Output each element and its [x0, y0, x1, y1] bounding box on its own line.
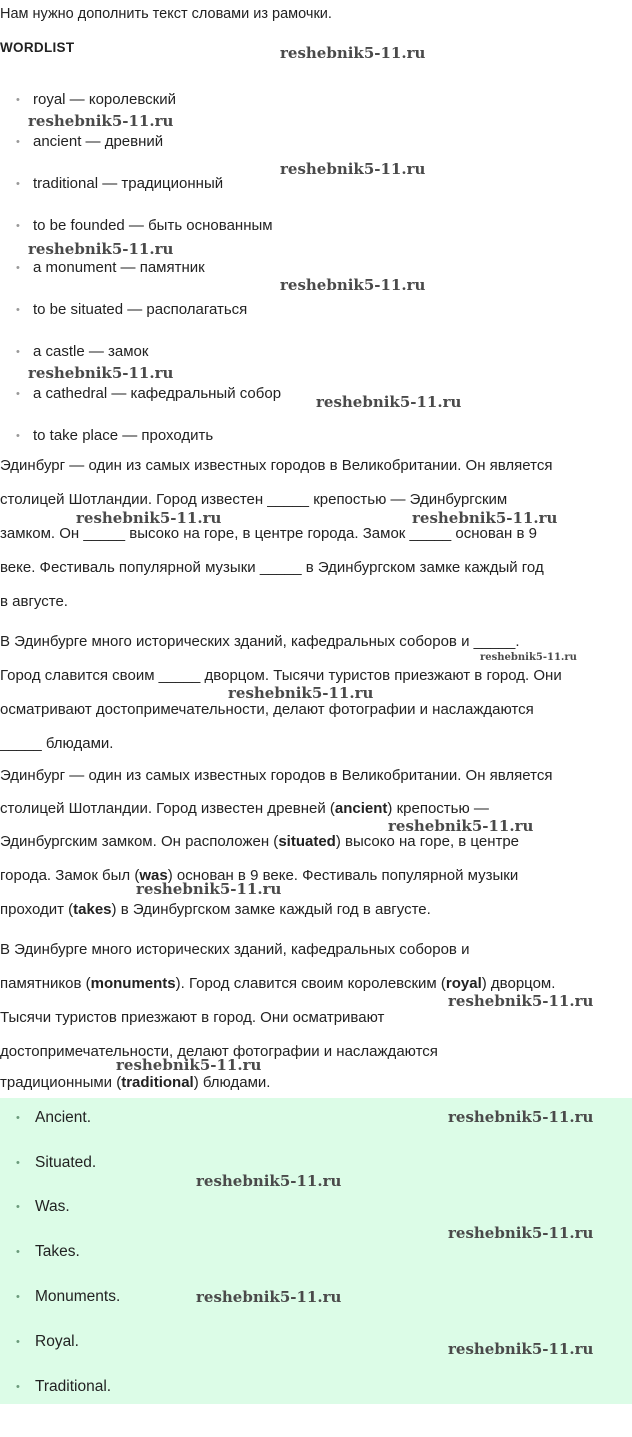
watermark: reshebnik5-11.ru: [448, 1108, 594, 1126]
intro-text: Нам нужно дополнить текст словами из рамочки.: [0, 6, 332, 22]
watermark: reshebnik5-11.ru: [316, 393, 462, 411]
watermark: reshebnik5-11.ru: [196, 1172, 342, 1190]
watermark: reshebnik5-11.ru: [228, 684, 374, 702]
wordlist-item: • a monument — памятник: [17, 258, 205, 278]
answer-word: traditional: [121, 1074, 194, 1091]
answer-word: monuments: [90, 975, 176, 992]
answer-word: royal: [445, 975, 482, 992]
solution-line: города. Замок был (was) основан в 9 веке. Фестиваль популярной музыки: [0, 867, 519, 884]
watermark: reshebnik5-11.ru: [280, 276, 426, 294]
answer-item: • Royal.: [17, 1332, 79, 1352]
watermark: reshebnik5-11.ru: [448, 1224, 594, 1242]
solution-line: памятников (monuments). Город славится своим королевским (royal) дворцом.: [0, 975, 556, 992]
wordlist-item: • traditional — традиционный: [17, 174, 223, 194]
solution-line: традиционными (traditional) блюдами.: [0, 1074, 271, 1091]
wordlist-item: • to take place — проходить: [17, 426, 213, 446]
task-line: столицей Шотландии. Город известен _____ крепостью — Эдинбургским: [0, 491, 508, 508]
watermark: reshebnik5-11.ru: [116, 1056, 262, 1074]
answer-word: was: [139, 867, 168, 884]
solution-line: достопримечательности, делают фотографии и наслаждаются: [0, 1043, 438, 1060]
watermark: reshebnik5-11.ru: [136, 880, 282, 898]
task-line: в августе.: [0, 593, 68, 610]
watermark: reshebnik5-11.ru: [196, 1288, 342, 1306]
watermark: reshebnik5-11.ru: [280, 44, 426, 62]
wordlist-item: • royal — королевский: [17, 90, 176, 110]
wordlist-item: • to be situated — располагаться: [17, 300, 247, 320]
answer-item: • Monuments.: [17, 1287, 120, 1307]
answer-item: • Ancient.: [17, 1108, 91, 1128]
watermark: reshebnik5-11.ru: [28, 364, 174, 382]
solution-line: проходит (takes) в Эдинбургском замке каждый год в августе.: [0, 901, 431, 918]
answer-word: ancient: [334, 800, 388, 817]
answer-item: • Takes.: [17, 1242, 80, 1262]
answer-item: • Was.: [17, 1197, 70, 1217]
task-line: _____ блюдами.: [0, 735, 114, 752]
task-line: В Эдинбурге много исторических зданий, кафедральных соборов и _____.: [0, 633, 520, 650]
solution-line: Тысячи туристов приезжают в город. Они осматривают: [0, 1009, 385, 1026]
watermark: reshebnik5-11.ru: [76, 509, 222, 527]
wordlist-item: • ancient — древний: [17, 132, 163, 152]
answers-box: [0, 1098, 632, 1404]
solution-line: столицей Шотландии. Город известен древней (ancient) крепостью —: [0, 800, 489, 817]
answer-item: • Traditional.: [17, 1377, 111, 1397]
task-line: Эдинбург — один из самых известных городов в Великобритании. Он является: [0, 457, 553, 474]
task-line: замком. Он _____ высоко на горе, в центре города. Замок _____ основан в 9: [0, 525, 537, 542]
watermark: reshebnik5-11.ru: [388, 817, 534, 835]
task-line: осматривают достопримечательности, делают фотографии и наслаждаются: [0, 701, 534, 718]
wordlist-item: • to be founded — быть основанным: [17, 216, 273, 236]
watermark: reshebnik5-11.ru: [280, 160, 426, 178]
watermark: reshebnik5-11.ru: [480, 652, 577, 663]
answer-item: • Situated.: [17, 1153, 96, 1173]
answer-word: situated: [278, 833, 336, 850]
watermark: reshebnik5-11.ru: [28, 240, 174, 258]
solution-line: Эдинбург — один из самых известных городов в Великобритании. Он является: [0, 767, 553, 784]
watermark: reshebnik5-11.ru: [28, 112, 174, 130]
task-line: веке. Фестиваль популярной музыки _____ в Эдинбургском замке каждый год: [0, 559, 544, 576]
wordlist-title: WORDLIST: [0, 40, 75, 55]
solution-line: Эдинбургским замком. Он расположен (situated) высоко на горе, в центре: [0, 833, 520, 850]
watermark: reshebnik5-11.ru: [448, 992, 594, 1010]
answer-word: takes: [73, 901, 112, 918]
solution-line: В Эдинбурге много исторических зданий, кафедральных соборов и: [0, 941, 470, 958]
wordlist-item: • a castle — замок: [17, 342, 148, 362]
watermark: reshebnik5-11.ru: [448, 1340, 594, 1358]
watermark: reshebnik5-11.ru: [412, 509, 558, 527]
task-line: Город славится своим _____ дворцом. Тысячи туристов приезжают в город. Они: [0, 667, 562, 684]
wordlist-item: • a cathedral — кафедральный собор: [17, 384, 281, 404]
